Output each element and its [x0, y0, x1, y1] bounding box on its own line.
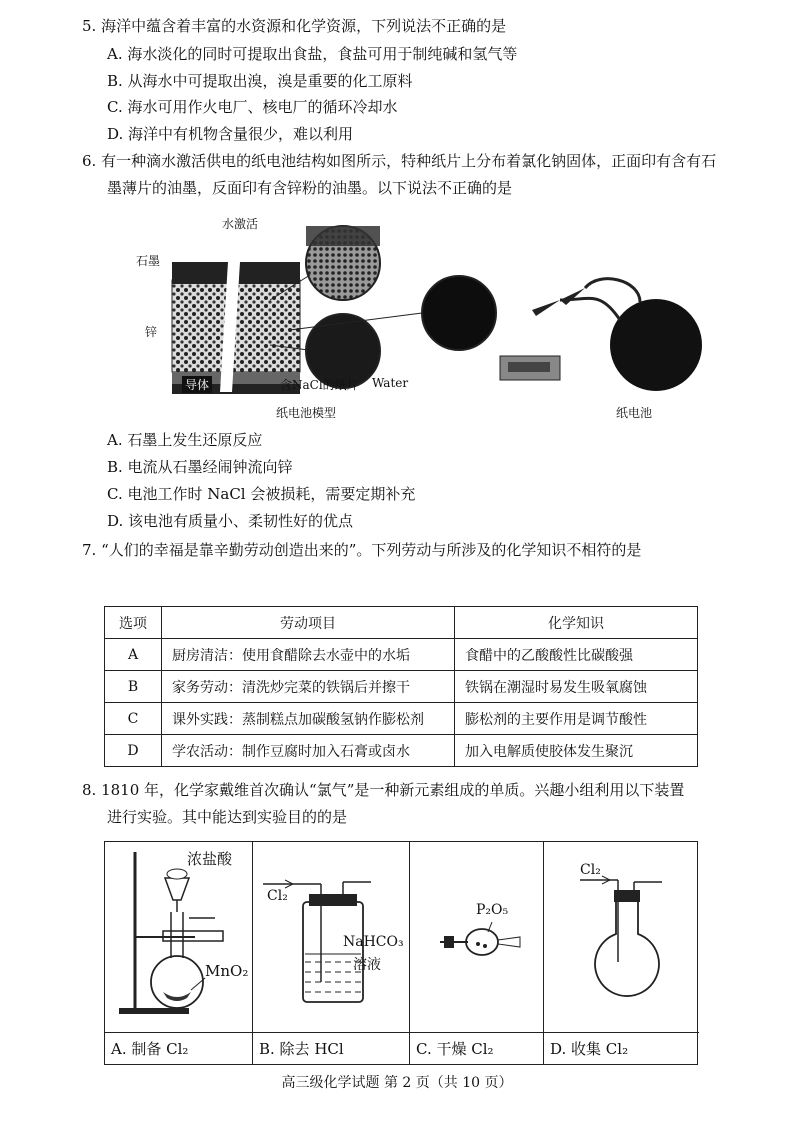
table-row — [105, 735, 698, 767]
q5-option-b: B. 从海水中可提取出溴，溴是重要的化工原料 — [107, 72, 413, 90]
table-cell: 食醋中的乙酸酸性比碳酸强 — [455, 639, 698, 671]
table-cell: 厨房清洁：使用食醋除去水壶中的水垢 — [162, 639, 455, 671]
label-water-activate: 水激活 — [222, 217, 259, 231]
q5-option-a: A. 海水淡化的同时可提取出食盐，食盐可用于制纯碱和氢气等 — [107, 45, 518, 63]
reagent-mno2: MnO₂ — [205, 962, 249, 980]
apparatus-d-label: D. 收集 Cl₂ — [544, 1032, 699, 1064]
apparatus-a — [105, 842, 253, 1064]
q7-stem: 7. “人们的幸福是靠辛勤劳动创造出来的”。下列劳动与所涉及的化学知识不相符的是 — [82, 541, 642, 559]
q6-stem-line1: 6. 有一种滴水激活供电的纸电池结构如图所示，特种纸片上分布着氯化钠固体，正面印有含有石 — [82, 152, 717, 170]
table-cell: 课外实践：蒸制糕点加碳酸氢钠作膨松剂 — [162, 703, 455, 735]
apparatus-d — [544, 842, 699, 1064]
apparatus-c — [410, 842, 544, 1064]
apparatus-b-label: B. 除去 HCl — [253, 1032, 409, 1064]
reagent-solution: 溶液 — [353, 957, 381, 973]
q5-option-c: C. 海水可用作火电厂、核电厂的循环冷却水 — [107, 98, 398, 116]
table-row — [105, 671, 698, 703]
q5-stem: 5. 海洋中蕴含着丰富的水资源和化学资源，下列说法不正确的是 — [82, 17, 507, 35]
table-row — [105, 639, 698, 671]
header-labor: 劳动项目 — [162, 607, 455, 639]
caption-paper-battery: 纸电池 — [616, 406, 653, 420]
q6-stem-line2: 墨薄片的油墨，反面印有含锌粉的油墨。以下说法不正确的是 — [107, 179, 513, 197]
table-cell: C — [105, 703, 162, 735]
label-zinc: 锌 — [145, 325, 158, 339]
table-header-row — [105, 607, 698, 639]
apparatus-d-drawing — [544, 842, 699, 1034]
table-cell: 膨松剂的主要作用是调节酸性 — [455, 703, 698, 735]
reagent-p2o5: P₂O₅ — [476, 902, 509, 918]
q8-stem-line1: 8. 1810 年，化学家戴维首次确认“氯气”是一种新元素组成的单质。兴趣小组利用以下装置 — [82, 781, 685, 799]
paper-battery-model-figure — [0, 0, 794, 420]
label-water: Water — [372, 376, 409, 390]
table-cell: D — [105, 735, 162, 767]
apparatus-c-drawing — [410, 842, 544, 1034]
label-conductor: 导体 — [182, 376, 212, 393]
q7-table — [104, 606, 698, 767]
apparatus-a-label: A. 制备 Cl₂ — [105, 1032, 252, 1064]
reagent-conc-hcl: 浓盐酸 — [187, 850, 233, 868]
q8-stem-line2: 进行实验。其中能达到实验目的的是 — [107, 808, 348, 826]
header-option: 选项 — [105, 607, 162, 639]
header-knowledge: 化学知识 — [455, 607, 698, 639]
q6-option-a: A. 石墨上发生还原反应 — [107, 431, 263, 449]
q6-option-b: B. 电流从石墨经闹钟流向锌 — [107, 458, 293, 476]
table-cell: 铁锅在潮湿时易发生吸氧腐蚀 — [455, 671, 698, 703]
table-row — [105, 703, 698, 735]
paper-battery-photo — [500, 279, 702, 391]
caption-paper-battery-model: 纸电池模型 — [276, 406, 337, 420]
table-cell: A — [105, 639, 162, 671]
gas-cl2-b: Cl₂ — [267, 888, 288, 904]
label-graphite: 石墨 — [136, 254, 161, 268]
apparatus-a-drawing — [105, 842, 253, 1034]
page-footer: 高三级化学试题 第 2 页（共 10 页） — [281, 1075, 513, 1091]
q6-option-d: D. 该电池有质量小、柔韧性好的优点 — [107, 512, 354, 530]
q5-option-d: D. 海洋中有机物含量很少，难以利用 — [107, 125, 354, 143]
apparatus-c-label: C. 干燥 Cl₂ — [410, 1032, 543, 1064]
table-cell: 学农活动：制作豆腐时加入石膏或卤水 — [162, 735, 455, 767]
table-cell: B — [105, 671, 162, 703]
reagent-nahco3: NaHCO₃ — [343, 934, 404, 950]
q8-apparatus-table — [104, 841, 698, 1065]
table-cell: 加入电解质使胶体发生聚沉 — [455, 735, 698, 767]
gas-cl2-d: Cl₂ — [580, 862, 601, 878]
zoom-circles — [270, 226, 496, 388]
apparatus-b — [253, 842, 410, 1064]
battery-block — [172, 262, 300, 394]
table-cell: 家务劳动：清洗炒完菜的铁锅后并擦干 — [162, 671, 455, 703]
q6-option-c: C. 电池工作时 NaCl 会被损耗，需要定期补充 — [107, 485, 416, 503]
label-nacl-paper: 含NaCl的纸片 — [280, 378, 359, 392]
